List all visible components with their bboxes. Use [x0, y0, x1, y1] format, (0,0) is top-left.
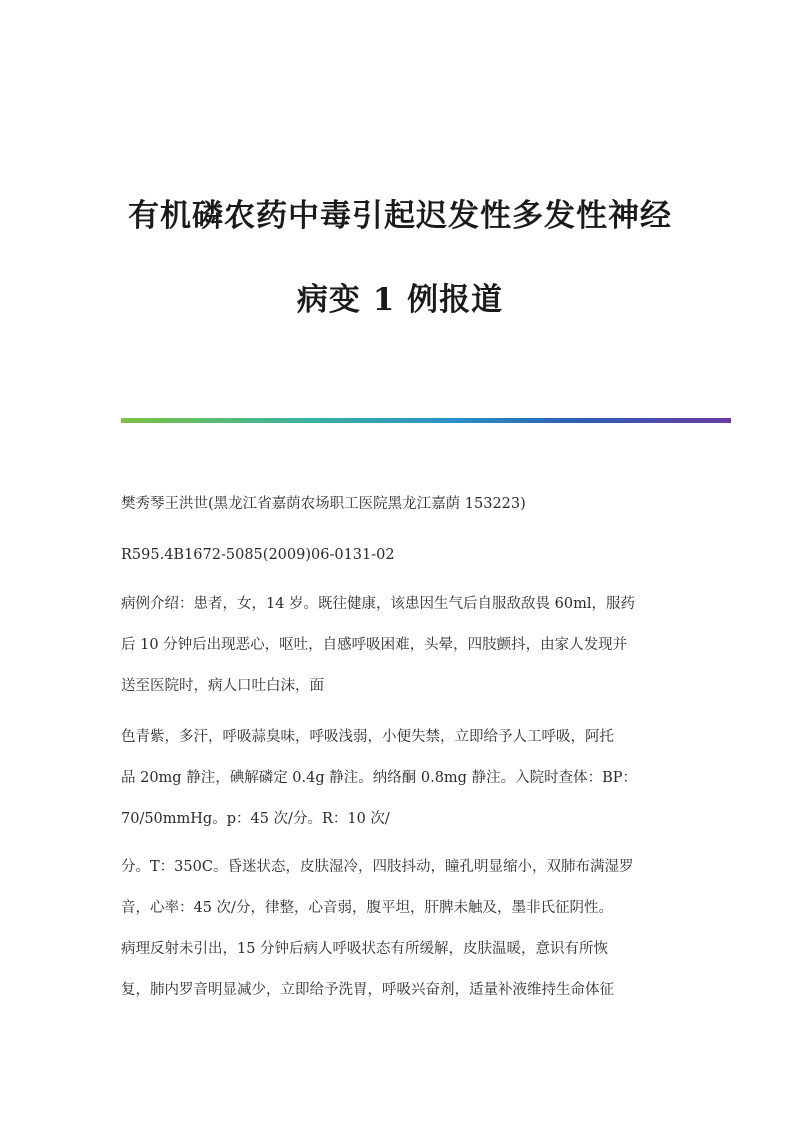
author-affiliation: 樊秀琴王洪世(黑龙江省嘉荫农场职工医院黑龙江嘉荫 153223)	[121, 496, 526, 512]
paragraph-1-line: 后 10 分钟后出现恶心，呕吐，自感呼吸困难，头晕，四肢颤抖，由家人发现并	[121, 637, 628, 653]
paragraph-2-line: 品 20mg 静注，碘解磷定 0.4g 静注。纳络酮 0.8mg 静注。入院时查体：BP：	[121, 770, 637, 786]
paragraph-3-line: 音，心率：45 次/分，律整，心音弱，腹平坦，肝脾未触及，墨非氏征阴性。	[121, 900, 613, 916]
title-divider	[121, 418, 731, 423]
paragraph-3-line: 复，肺内罗音明显减少，立即给予洗胃，呼吸兴奋剂，适量补液维持生命体征	[121, 982, 614, 998]
classification-code: R595.4B1672-5085(2009)06-0131-02	[121, 547, 395, 563]
paragraph-3-line: 分。T：350C。昏迷状态，皮肤湿冷，四肢抖动，瞳孔明显缩小，双肺布满湿罗	[121, 859, 634, 875]
document-title-line-2: 病变 1 例报道	[296, 282, 504, 318]
paragraph-2-line: 70/50mmHg。p：45 次/分。R：10 次/	[121, 811, 390, 827]
paragraph-1-line: 送至医院时，病人口吐白沫，面	[121, 678, 324, 694]
paragraph-1-line: 病例介绍：患者，女，14 岁。既往健康，该患因生气后自服敌敌畏 60ml，服药	[121, 596, 636, 612]
document-title-line-1: 有机磷农药中毒引起迟发性多发性神经	[128, 198, 672, 234]
paragraph-3-line: 病理反射未引出，15 分钟后病人呼吸状态有所缓解，皮肤温暖，意识有所恢	[121, 941, 609, 957]
paragraph-2-line: 色青紫，多汗，呼吸蒜臭味，呼吸浅弱，小便失禁，立即给予人工呼吸，阿托	[121, 729, 614, 745]
